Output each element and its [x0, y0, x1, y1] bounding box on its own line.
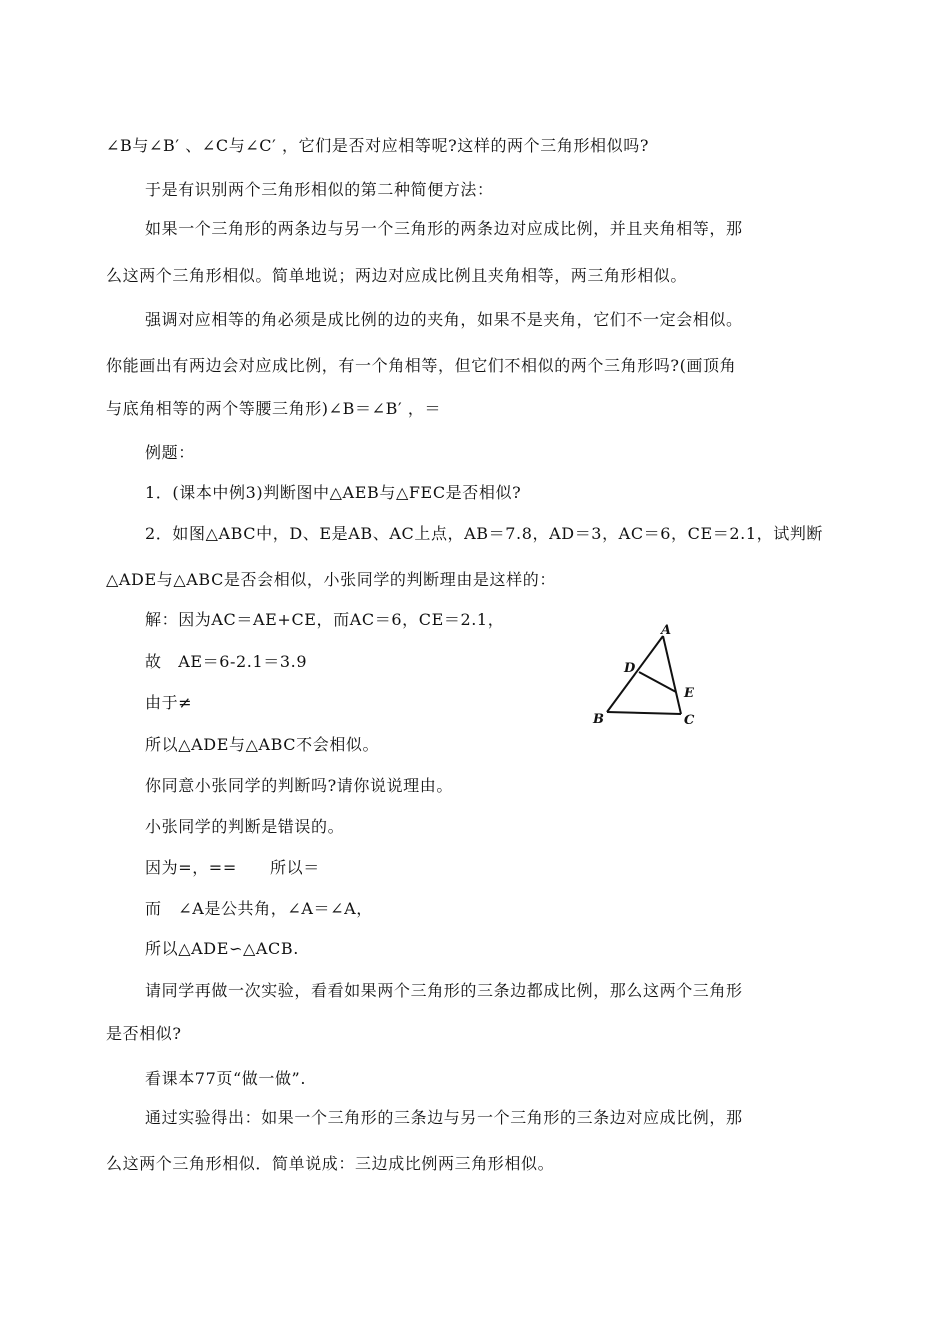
label-c: C: [684, 713, 695, 728]
label-e: E: [684, 686, 694, 701]
text-line-5: 强调对应相等的角必须是成比例的边的夹角，如果不是夹角，它们不一定会相似。: [145, 310, 743, 329]
text-line-6: 你能画出有两边会对应成比例，有一个角相等，但它们不相似的两个三角形吗?(画顶角: [106, 356, 737, 375]
text-line-22: 是否相似?: [106, 1024, 182, 1043]
text-line-10: 2．如图△ABC中，D、E是AB、AC上点，AB＝7.8，AD＝3，AC＝6，CE＝2.1，试判断: [145, 524, 824, 543]
label-b: B: [593, 712, 604, 727]
text-line-15: 所以△ADE与△ABC不会相似。: [145, 735, 380, 754]
text-line-2: 于是有识别两个三角形相似的第二种简便方法：: [145, 180, 494, 199]
text-line-25: 么这两个三角形相似．简单说成：三边成比例两三角形相似。: [106, 1154, 555, 1173]
text-line-13: 故 AE＝6-2.1＝3.9: [145, 652, 308, 671]
text-line-14: 由于≠: [145, 693, 193, 712]
side-bc: [607, 712, 681, 714]
triangle-figure: [585, 620, 705, 730]
text-line-8: 例题：: [145, 443, 195, 462]
text-line-7: 与底角相等的两个等腰三角形)∠B＝∠B′ ，＝: [106, 399, 442, 418]
text-line-16: 你同意小张同学的判断吗?请你说说理由。: [145, 776, 453, 795]
text-line-11: △ADE与△ABC是否会相似，小张同学的判断理由是这样的：: [106, 570, 556, 589]
text-line-1: ∠B与∠B′ 、∠C与∠C′ ，它们是否对应相等呢?这样的两个三角形相似吗?: [106, 136, 650, 155]
text-line-21: 请同学再做一次实验，看看如果两个三角形的三条边都成比例，那么这两个三角形: [145, 981, 743, 1000]
text-line-20: 所以△ADE∽△ACB.: [145, 939, 299, 958]
label-a: A: [661, 623, 672, 638]
text-line-4: 么这两个三角形相似。简单地说；两边对应成比例且夹角相等，两三角形相似。: [106, 266, 688, 285]
side-ac: [663, 636, 681, 714]
text-line-23: 看课本77页“做一做”.: [145, 1069, 307, 1088]
text-line-19: 而 ∠A是公共角，∠A＝∠A，: [145, 899, 373, 918]
label-d: D: [624, 661, 636, 676]
text-line-24: 通过实验得出：如果一个三角形的三条边与另一个三角形的三条边对应成比例，那: [145, 1108, 743, 1127]
segment-de: [639, 672, 676, 692]
text-line-18: 因为=，== 所以＝: [145, 858, 320, 877]
text-line-17: 小张同学的判断是错误的。: [145, 817, 345, 836]
text-line-9: 1．(课本中例3)判断图中△AEB与△FEC是否相似?: [145, 483, 522, 502]
text-line-3: 如果一个三角形的两条边与另一个三角形的两条边对应成比例，并且夹角相等，那: [145, 219, 743, 238]
text-line-12: 解：因为AC＝AE+CE，而AC＝6，CE＝2.1，: [145, 610, 505, 629]
